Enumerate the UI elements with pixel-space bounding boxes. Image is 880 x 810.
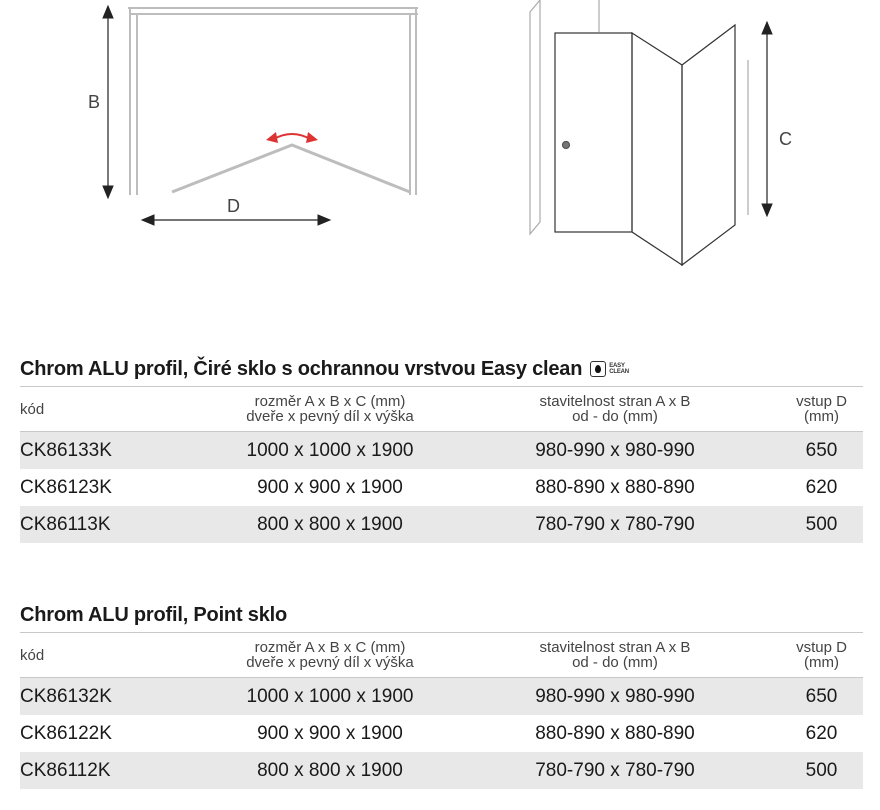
table-row [20,715,863,752]
table-header-row [20,633,863,678]
product-section-easy-clean [20,352,863,543]
header-entry: vstup D (mm) [796,639,847,671]
table-row [20,752,863,789]
label-d: D [227,196,240,216]
cell-size: 1000 x 1000 x 1900 [246,439,414,461]
cell-code: CK86132K [20,685,112,707]
header-code: kód [20,646,45,664]
product-table [20,386,863,543]
table-header-row [20,387,863,432]
table-row [20,432,863,470]
table-row [20,506,863,543]
header-code: kód [20,400,45,418]
dimension-b-arrow [103,6,113,198]
cell-size: 800 x 800 x 1900 [257,759,403,781]
cell-entry: 650 [805,439,838,461]
cell-entry: 620 [805,476,838,498]
cell-adjust: 980-990 x 980-990 [535,439,695,461]
label-c: C [779,129,792,149]
cell-size: 1000 x 1000 x 1900 [246,685,414,707]
cell-entry: 620 [805,722,838,744]
cell-adjust: 880-890 x 880-890 [535,722,695,744]
cell-adjust: 780-790 x 780-790 [535,759,695,781]
dimension-d-arrow [142,215,330,225]
cell-adjust: 980-990 x 980-990 [535,685,695,707]
cell-entry: 500 [805,759,838,781]
section-title: Chrom ALU profil, Čiré sklo s ochrannou vrstvou Easy clean EASY CLEAN [20,358,629,380]
header-adjust: stavitelnost stran A x B od - do (mm) [539,639,691,671]
cell-size: 800 x 800 x 1900 [257,513,403,535]
perspective-view [530,0,748,265]
cell-adjust: 780-790 x 780-790 [535,513,695,535]
cell-size: 900 x 900 x 1900 [257,476,403,498]
cell-code: CK86113K [20,513,111,535]
cell-code: CK86112K [20,759,111,781]
cell-code: CK86123K [20,476,112,498]
table-row [20,678,863,716]
cell-code: CK86122K [20,722,112,744]
easy-clean-badge: EASY CLEAN [590,361,629,377]
header-entry: vstup D (mm) [796,393,847,425]
cell-entry: 500 [805,513,838,535]
swing-arrow-icon [266,132,318,143]
cell-adjust: 880-890 x 880-890 [535,476,695,498]
header-size: rozměr A x B x C (mm) dveře x pevný díl x výška [246,393,414,425]
header-size: rozměr A x B x C (mm) dveře x pevný díl x výška [246,639,414,671]
plan-view [128,8,418,195]
section-title: Chrom ALU profil, Point sklo [20,604,287,626]
product-table [20,632,863,789]
header-adjust: stavitelnost stran A x B od - do (mm) [539,393,691,425]
cell-size: 900 x 900 x 1900 [257,722,403,744]
product-section-point [20,598,863,789]
technical-diagram [0,0,880,300]
drop-icon [590,361,606,377]
cell-code: CK86133K [20,439,112,461]
cell-entry: 650 [805,685,838,707]
table-row [20,469,863,506]
label-b: B [88,92,101,112]
dimension-c-arrow [762,22,772,216]
